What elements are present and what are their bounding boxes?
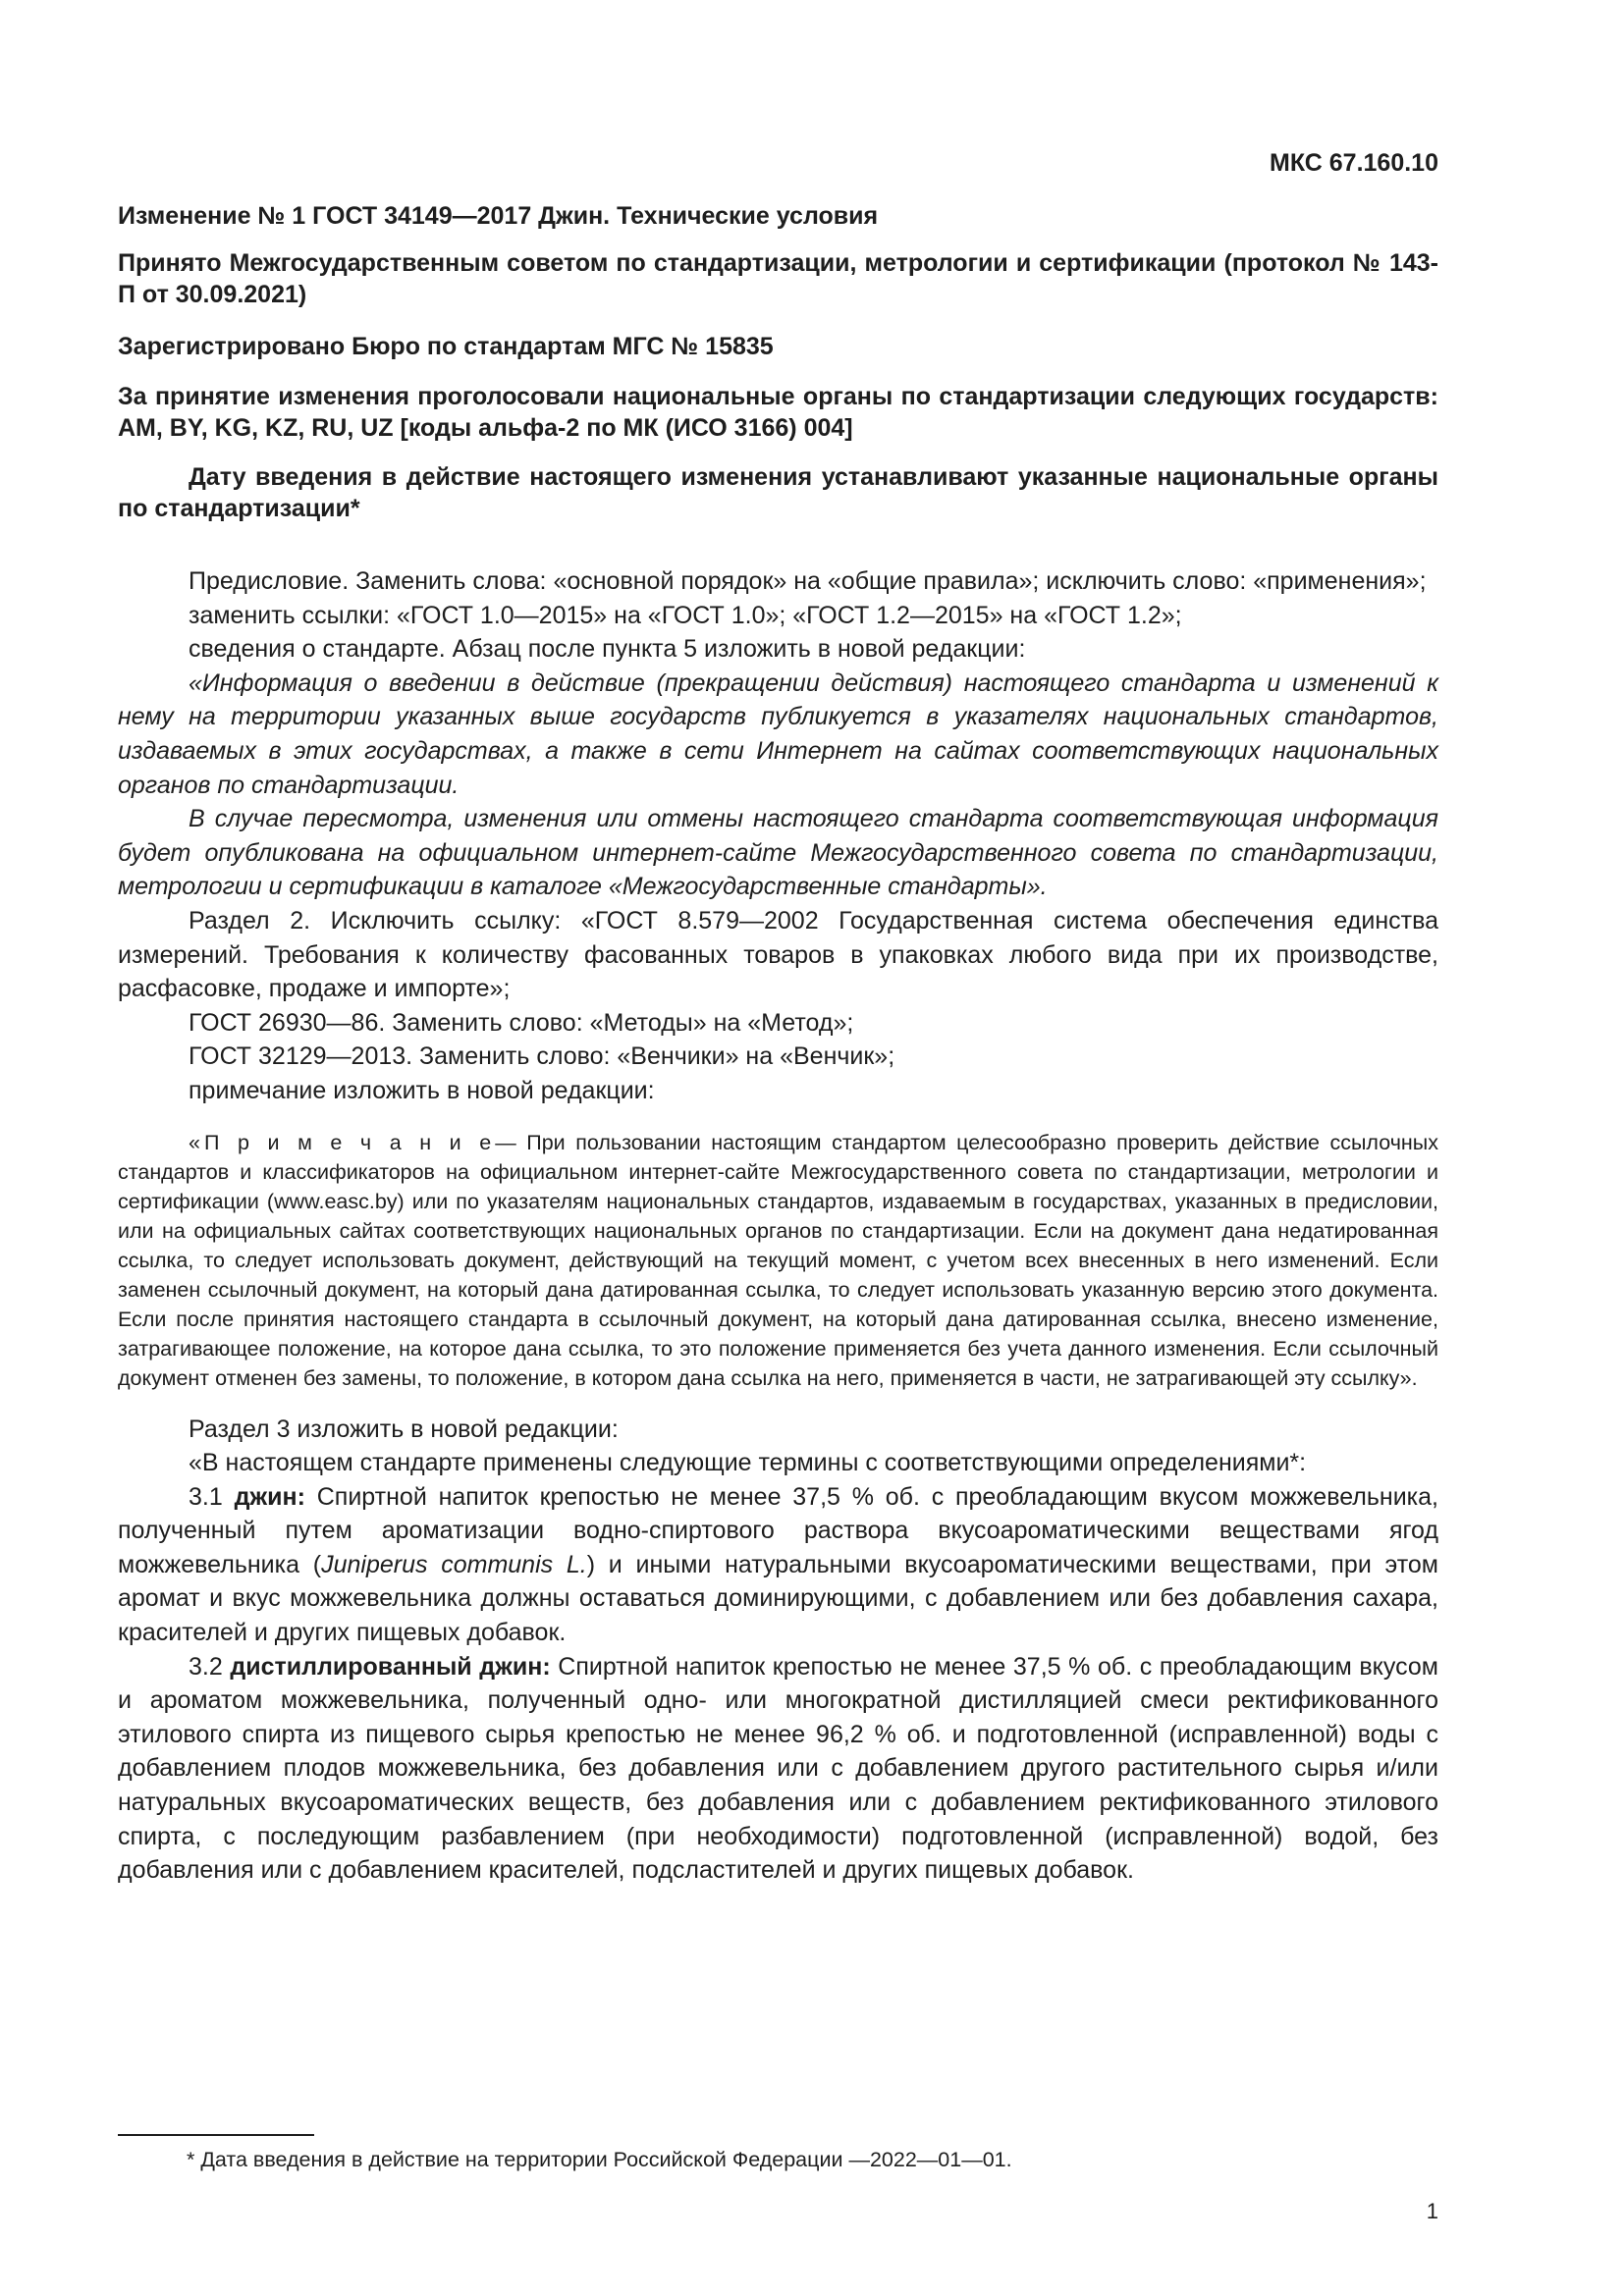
- paragraph-gost-32129: ГОСТ 32129—2013. Заменить слово: «Венчики» на «Венчик»;: [189, 1042, 895, 1071]
- effective-date-statement: Дату введения в действие настоящего изменения устанавливают указанные национальные органы по стандартизации*: [118, 463, 1438, 522]
- term-name: дистиллированный джин:: [230, 1652, 551, 1681]
- paragraph-info-quote: «Информация о введении в действие (прекращении действия) настоящего стандарта и изменений к нему на территории указанных выше государств публикуется в указателях национальных стандартов, издаваемых в этих государствах, а также в сети Интернет на сайтах соответствующих национальных органов по стандартизации.: [118, 668, 1438, 799]
- term-number: 3.1: [189, 1482, 223, 1511]
- term-number: 3.2: [189, 1652, 223, 1681]
- amendment-title: Изменение № 1 ГОСТ 34149—2017 Джин. Технические условия: [118, 202, 879, 230]
- note-block: [118, 1128, 1438, 1393]
- page-number: 1: [1426, 2199, 1438, 2223]
- paragraph-standard-info: сведения о стандарте. Абзац после пункта 5 изложить в новой редакции:: [189, 635, 1026, 664]
- footnote-separator: [118, 2134, 314, 2136]
- voting-statement: За принятие изменения проголосовали национальные органы по стандартизации следующих государств: AM, BY, KG, KZ, RU, UZ [коды альфа-2 по МК (ИСО 3166) 004]: [118, 383, 1438, 442]
- term-definition: Спиртной напиток крепостью не менее 37,5 % об. с преобладающим вкусом и ароматом можжевельника, полученный одно- или многократной дистилляцией смеси ректификованного этилового спирта из пищевого сырья крепостью не менее 96,2 % об. и подготовленной (исправленной) воды с добавлением плодов можжевельника, без добавления или с добавлением другого растительного сырья и/или натуральных вкусоароматических веществ, без добавления или с добавлением ректификованного этилового спирта, с последующим разбавлением (при необходимости) подготовленной (исправленной) водой, без добавления или с добавлением красителей, подсластителей и других пищевых добавок.: [118, 1652, 1438, 1885]
- registration-statement: Зарегистрировано Бюро по стандартам МГС № 15835: [118, 333, 774, 360]
- footnote: * Дата введения в действие на территории Российской Федерации —2022—01—01.: [187, 2148, 1012, 2171]
- term-gin: [118, 1480, 1438, 1650]
- document-body: [118, 564, 1438, 1888]
- paragraph-note-intro: примечание изложить в новой редакции:: [189, 1076, 655, 1104]
- paragraph-section-3: Раздел 3 изложить в новой редакции:: [189, 1415, 619, 1443]
- mks-code: МКС 67.160.10: [1270, 149, 1438, 177]
- term-definition: Спиртной напиток крепостью не менее 37,5 % об. с преобладающим вкусом можжевельника, полученный путем ароматизации водно-спиртового раствора вкусоароматическими веществами ягод можжевельника (: [118, 1482, 1438, 1578]
- term-distilled-gin: [118, 1650, 1438, 1888]
- paragraph-foreword: Предисловие. Заменить слова: «основной порядок» на «общие правила»; исключить слово: «применения»;: [189, 567, 1427, 595]
- latin-name: Juniperus communis L.: [321, 1550, 587, 1578]
- term-name: джин:: [234, 1482, 305, 1511]
- term-definition-cont: ) и иными натуральными вкусоароматическими веществами, при этом аромат и вкус можжевельника должны оставаться доминирующими, с добавлением или без добавления сахара, красителей и других пищевых добавок.: [118, 1550, 1438, 1647]
- note-text: — При пользовании настоящим стандартом целесообразно проверить действие ссылочных стандартов и классификаторов на официальном интернет-сайте Межгосударственного совета по стандартизации, метрологии и сертификации (www.easc.by) или по указателям национальных стандартов, издаваемым в государствах, указанных в предисловии, или на официальных сайтах соответствующих национальных органов по стандартизации. Если на документ дана недатированная ссылка, то следует использовать документ, действующий на текущий момент, с учетом всех внесенных в него изменений. Если заменен ссылочный документ, на который дана датированная ссылка, то следует использовать указанную версию этого документа. Если после принятия настоящего стандарта в ссылочный документ, на который дана датированная ссылка, внесено изменение, затрагивающее положение, на которое дана ссылка, то это положение применяется без учета данного изменения. Если ссылочный документ отменен без замены, то положение, в котором дана ссылка на него, применяется в части, не затрагивающей эту ссылку».: [118, 1130, 1438, 1390]
- paragraph-gost-26930: ГОСТ 26930—86. Заменить слово: «Методы» на «Метод»;: [189, 1008, 854, 1037]
- paragraph-replace-refs: заменить ссылки: «ГОСТ 1.0—2015» на «ГОСТ 1.0»; «ГОСТ 1.2—2015» на «ГОСТ 1.2»;: [189, 601, 1182, 629]
- paragraph-section-2: Раздел 2. Исключить ссылку: «ГОСТ 8.579—2002 Государственная система обеспечения единства измерений. Требования к количеству фасованных товаров в упаковках любого вида при их производстве, расфасовке, продаже и импорте»;: [118, 906, 1438, 1003]
- adopted-statement: Принято Межгосударственным советом по стандартизации, метрологии и сертификации (протокол № 143-П от 30.09.2021): [118, 249, 1438, 308]
- paragraph-terms-intro: «В настоящем стандарте применены следующие термины с соответствующими определениями*:: [189, 1449, 1307, 1477]
- paragraph-revision-quote: В случае пересмотра, изменения или отмены настоящего стандарта соответствующая информация будет опубликована на официальном интернет-сайте Межгосударственного совета по стандартизации, метрологии и сертификации в каталоге «Межгосударственные стандарты».: [118, 805, 1438, 901]
- note-prefix: «П р и м е ч а н и е: [189, 1130, 496, 1154]
